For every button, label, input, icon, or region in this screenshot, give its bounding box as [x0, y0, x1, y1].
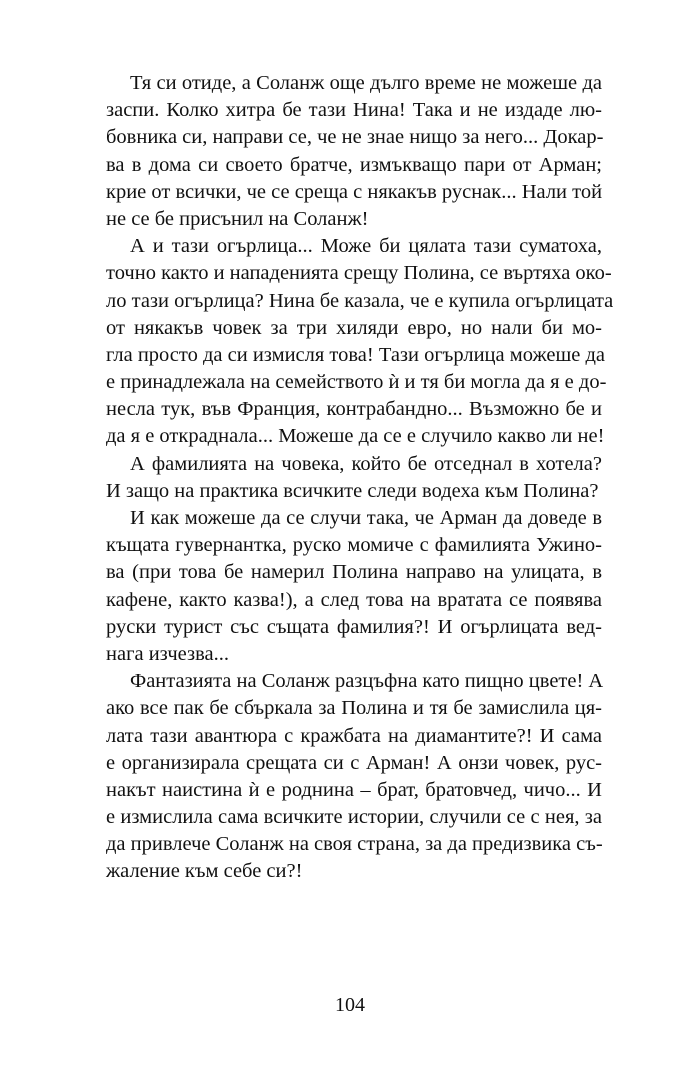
text-line: накът наистина ѝ е роднина – брат, братовчед, чичо... И	[106, 778, 602, 801]
text-line: Фантазията на Соланж разцъфна като пищно цвете! А	[130, 670, 604, 693]
paragraph	[106, 451, 602, 505]
text-line: ва в дома си своето братче, измъкващо пари от Арман;	[106, 153, 602, 176]
paragraph	[106, 668, 602, 886]
text-line: точно както и нападенията срещу Полина, се въртяха око-	[106, 262, 612, 285]
text-line: А и тази огърлица... Може би цялата тази суматоха,	[130, 235, 602, 258]
text-line: кафене, както казва!), а след това на вратата се появява	[106, 588, 602, 611]
page-number: 104	[335, 994, 365, 1016]
text-line: е организирала срещата си с Арман! А онзи човек, рус-	[106, 751, 602, 774]
text-line: не се бе присънил на Соланж!	[106, 207, 369, 230]
text-line: от някакъв човек за три хиляди евро, но нали би мо-	[106, 316, 602, 339]
text-line: нага изчезва...	[106, 642, 229, 665]
text-line: ло тази огърлица? Нина бе казала, че е купила огърлицата	[106, 289, 614, 312]
paragraph	[106, 505, 602, 668]
paragraph	[106, 70, 602, 233]
text-line: да привлече Соланж на своя страна, за да предизвика съ-	[106, 833, 603, 856]
text-line: лата тази авантюра с кражбата на диамантите?! И сама	[106, 724, 602, 747]
text-line: къщата гувернантка, руско момиче с фамилията Ужино-	[106, 534, 602, 557]
text-line: Тя си отиде, а Соланж още дълго време не можеше да	[130, 72, 602, 94]
paragraph	[106, 233, 614, 451]
text-line: руски турист със същата фамилия?! И огърлицата вед-	[106, 615, 602, 638]
text-line: жаление към себе си?!	[106, 860, 303, 883]
text-line: несла тук, във Франция, контрабандно... Възможно бе и	[106, 398, 602, 421]
text-line: е измислила сама всичките истории, случили се с нея, за	[106, 806, 602, 829]
text-line: крие от всички, че се среща с някакъв руснак... Нали той	[106, 180, 603, 203]
text-line: бовника си, направи се, че не знае нищо за него... Докар-	[106, 126, 604, 149]
text-line: заспи. Колко хитра бе тази Нина! Така и не издаде лю-	[106, 99, 602, 122]
text-line: И как можеше да се случи така, че Арман да доведе в	[130, 507, 602, 529]
text-line: А фамилията на човека, който бе отседнал в хотела?	[130, 452, 602, 475]
text-line: е принадлежала на семейството ѝ и тя би могла да я е до-	[106, 371, 607, 394]
text-line: ва (при това бе намерил Полина направо на улицата, в	[106, 561, 602, 584]
body-text	[106, 70, 614, 886]
text-line: гла просто да си измисля това! Тази огърлица можеше да	[106, 343, 605, 366]
text-line: ако все пак бе сбъркала за Полина и тя бе замислила ця-	[106, 697, 602, 720]
text-line: И защо на практика всичките следи водеха към Полина?	[106, 479, 599, 502]
text-line: да я е откраднала... Можеше да се е случило какво ли не!	[106, 425, 605, 448]
